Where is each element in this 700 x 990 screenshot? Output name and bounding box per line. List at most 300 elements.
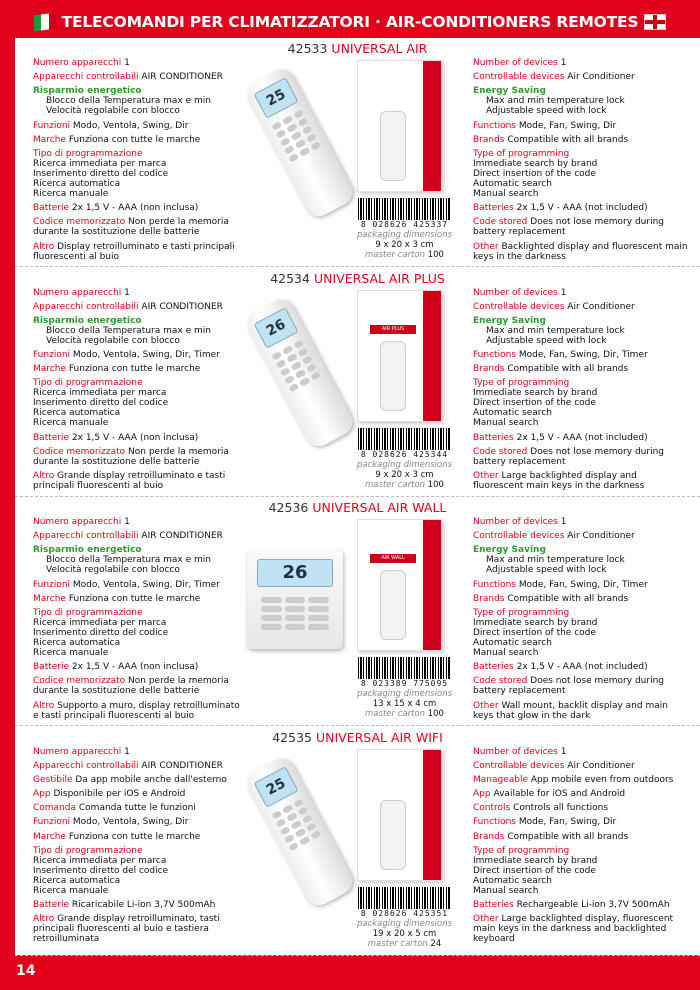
spec-label: Comanda [33,803,77,814]
spec-subline: Ricerca manuale [33,885,109,896]
spec-item [473,662,688,672]
barcode-number: 8 028626 425351 [360,908,449,918]
barcode [358,887,451,909]
spec-value: Does not lose memory during battery replacement [473,217,664,238]
spec-item [473,545,688,575]
product-box-image [357,60,442,192]
spec-value: Display retroilluminato e tasti principali fluorescenti al buio [33,241,235,262]
spec-subline: Ricerca immediata per marca [33,388,167,399]
spec-label: Functions [473,120,516,131]
master-carton-label: master carton [365,479,426,490]
spec-label: Marche [33,364,66,375]
spec-item [33,517,248,527]
spec-item [473,517,688,527]
barcode-number: 8 028626 425337 [360,220,449,229]
spec-subline: Immediate search by brand [473,617,598,628]
spec-subline: Inserimento diretto del codice [33,627,169,638]
spec-item [33,217,248,237]
spec-label: Apparecchi controllabili [33,301,139,312]
master-carton [352,250,457,260]
spec-item [33,86,248,116]
spec-item [473,832,688,842]
product-section [15,727,700,956]
spec-value: 1 [124,58,130,68]
spec-item [473,747,688,757]
product-code: 42533 [287,41,328,56]
spec-label: Brands [473,364,505,375]
spec-value: Does not lose memory during battery replacement [473,446,664,467]
spec-item [473,364,688,374]
spec-item [33,149,248,199]
spec-value: 2x 1,5 V - AAA (not included) [516,432,648,443]
product-image [235,60,350,230]
spec-label: Code stored [473,676,528,687]
spec-subline: Ricerca automatica [33,408,121,419]
packaging-label: packaging dimensions [356,918,453,929]
product-section [15,497,700,726]
spec-subline: Ricerca manuale [33,188,109,199]
spec-label: Functions [473,579,516,590]
spec-item [473,817,688,827]
spec-subline: Adjustable speed with lock [486,335,607,346]
spec-item [473,701,688,721]
spec-item [33,350,248,360]
spec-item [473,846,688,896]
spec-value: Non perde la memoria durante la sostituzione delle batterie [33,217,229,238]
spec-item [473,580,688,590]
spec-item [33,662,248,672]
spec-value: 2x 1,5 V - AAA (not included) [516,203,648,214]
page-title: TELECOMANDI PER CLIMATIZZATORI · AIR-CONDITIONERS REMOTES [61,13,639,31]
spec-item [473,900,688,910]
spec-subline: Inserimento diretto del codice [33,168,169,179]
spec-label: Altro [33,471,55,481]
master-carton [352,709,457,719]
page-number: 14 [16,963,36,979]
spec-value: Grande display retroilluminato, tasti principali fluorescenti al buio e tastiera retroilluminata [33,914,220,945]
spec-item [33,471,248,491]
spec-label: Tipo di programmazione [33,378,143,389]
spec-item [473,775,688,785]
spec-item [473,242,688,262]
product-title [15,41,700,56]
spec-subline: Automatic search [473,408,552,419]
spec-value: Funziona con tutte le marche [68,593,201,604]
spec-value: 2x 1,5 V - AAA (not included) [516,662,648,673]
spec-value: AIR CONDITIONER [141,301,223,312]
remote-buttons [271,339,321,392]
spec-value: AIR CONDITIONER [141,72,223,83]
product-name: UNIVERSAL AIR [331,41,428,56]
spec-value: Mode, Fan, Swing, Dir, Timer [518,350,648,361]
spec-label: Apparecchi controllabili [33,531,139,542]
spec-label: Gestibile [33,774,73,785]
spec-subline: Automatic search [473,178,552,189]
spec-item [33,789,248,799]
spec-label: Batterie [33,662,70,673]
spec-item [473,594,688,604]
spec-label: Code stored [473,217,528,228]
spec-item [473,531,688,541]
spec-item [33,747,248,757]
spec-item [33,302,248,312]
spec-label: Batterie [33,203,70,214]
spec-label: Type of programming [473,845,570,856]
packaging-dimensions: 9 x 20 x 3 cm [375,469,434,480]
spec-subline: Adjustable speed with lock [486,106,607,117]
spec-label: Batteries [473,662,514,673]
spec-label: Marche [33,831,66,842]
spec-value: Air Conditioner [567,760,635,771]
spec-label: Controllable devices [473,72,565,83]
spec-subline: Direct insertion of the code [473,627,596,638]
spec-subline: Blocco della Temperatura max e min [46,96,211,107]
spec-value: Does not lose memory during battery replacement [473,676,664,697]
spec-value: Compatible with all brands [507,831,629,842]
remote-image [243,65,358,221]
spec-value: Large backlighted display, fluorescent main keys in the darkness and backlighted keyboard [473,914,674,945]
spec-item [33,135,248,145]
box-band [423,750,441,880]
spec-item [33,316,248,346]
spec-value: Disponibile per iOS e Android [53,789,186,800]
master-carton-value: 24 [430,938,442,949]
master-carton [352,480,457,490]
spec-label: Batteries [473,900,514,910]
spec-subline: Velocità regolabile con blocco [46,335,180,346]
spec-item [473,135,688,145]
spec-label: Risparmio energetico [33,315,142,326]
spec-item [33,433,248,443]
spec-label: Funzioni [33,350,71,361]
spec-value: 2x 1,5 V - AAA (non inclusa) [71,662,199,673]
spec-subline: Manual search [473,418,539,429]
packaging-label: packaging dimensions [356,689,453,699]
spec-item [473,302,688,312]
product-name: UNIVERSAL AIR WIFI [315,729,443,745]
spec-value: Mode, Fan, Swing, Dir, Timer [518,579,648,590]
spec-value: 1 [124,287,130,298]
product-box-image [357,749,442,881]
spec-item [473,433,688,443]
spec-item [473,608,688,658]
spec-label: Codice memorizzato [33,217,126,228]
spec-item [473,217,688,237]
product-code: 42535 [272,729,312,745]
spec-label: Brands [473,831,505,842]
box-remote [380,111,406,181]
italian-specs [33,288,248,496]
spec-item [33,288,248,298]
spec-value: 2x 1,5 V - AAA (non inclusa) [71,432,199,443]
product-title [15,730,700,745]
product-code: 42536 [268,500,309,515]
spec-item [473,789,688,799]
spec-subline: Velocità regolabile con blocco [46,106,180,117]
spec-label: Batteries [473,203,514,214]
product-image [235,290,350,460]
spec-item [33,447,248,467]
barcode-number: 8 023389 775095 [360,679,449,688]
spec-subline: Adjustable speed with lock [486,565,607,576]
spec-item [473,761,688,771]
spec-subline: Automatic search [473,875,552,886]
box-remote [380,570,406,640]
box-remote [380,341,406,411]
spec-value: Compatible with all brands [507,593,629,604]
spec-label: Code stored [473,446,528,457]
packaging-dimensions: 13 x 15 x 4 cm [372,699,437,709]
packaging-label: packaging dimensions [356,459,453,470]
spec-subline: Max and min temperature lock [486,325,625,336]
spec-value: Modo, Ventola, Swing, Dir, Timer [72,350,220,361]
page-header [0,0,700,38]
spec-label: Numero apparecchi [33,58,122,68]
spec-item [473,803,688,813]
spec-value: Compatible with all brands [507,364,629,375]
remote-buttons [271,798,321,851]
spec-label: Controllable devices [473,301,565,312]
spec-label: Funzioni [33,579,71,590]
spec-value: Large backlighted display and fluorescent main keys in the darkness [473,471,645,491]
spec-label: Apparecchi controllabili [33,760,139,771]
master-carton-value: 100 [427,709,444,719]
spec-value: AIR CONDITIONER [141,531,223,542]
spec-label: Controllable devices [473,531,565,542]
spec-value: Rechargeable Li-ion 3,7V 500mAh [516,900,670,910]
spec-item [33,761,248,771]
spec-label: Number of devices [473,287,558,298]
spec-subline: Ricerca automatica [33,637,121,648]
master-carton-label: master carton [365,709,426,719]
box-band [423,291,441,421]
spec-value: Da app mobile anche dall'esterno [75,774,227,785]
product-name: UNIVERSAL AIR WALL [312,500,447,515]
spec-value: 1 [560,58,567,68]
spec-label: Funzioni [33,817,71,828]
spec-item [33,378,248,428]
barcode-number: 8 028626 425344 [360,449,449,459]
spec-value: App mobile even from outdoors [530,774,674,785]
box-tag: AIR PLUS [370,325,416,334]
spec-label: Number of devices [473,746,558,757]
spec-subline: Direct insertion of the code [473,168,596,179]
spec-value: Ricaricabile Li-ion 3,7V 500mAh [71,900,216,910]
spec-label: Energy Saving [473,86,546,97]
spec-label: Altro [33,241,55,252]
product-section [15,38,700,267]
box-band [423,61,441,191]
spec-label: Controllable devices [473,760,565,771]
spec-subline: Max and min temperature lock [486,96,625,107]
spec-subline: Immediate search by brand [473,855,598,866]
spec-label: Numero apparecchi [33,517,122,527]
spec-subline: Direct insertion of the code [473,865,596,876]
wall-remote-image [247,549,343,649]
product-image [235,519,350,689]
spec-label: Type of programming [473,148,570,159]
spec-value: Wall mount, backlit display and main keys that glow in the dark [473,700,668,721]
spec-item [473,378,688,428]
spec-label: Other [473,914,499,925]
spec-value: Modo, Ventola, Swing, Dir, Timer [72,579,220,590]
spec-value: Air Conditioner [567,301,635,312]
remote-display: 26 [254,307,299,349]
spec-item [473,350,688,360]
spec-item [33,242,248,262]
spec-value: Air Conditioner [567,531,635,542]
packaging-info [352,887,457,949]
spec-item [473,121,688,131]
spec-value: 1 [560,517,567,527]
spec-item [33,900,248,910]
product-section [15,268,700,497]
spec-label: Risparmio energetico [33,545,142,556]
spec-item [33,364,248,374]
english-specs [473,517,688,725]
spec-value: 1 [124,517,130,527]
remote-image [243,754,358,910]
spec-subline: Blocco della Temperatura max e min [46,555,211,566]
spec-label: Tipo di programmazione [33,845,143,856]
spec-label: Brands [473,134,505,145]
spec-label: Numero apparecchi [33,287,122,298]
english-specs [473,58,688,266]
spec-label: Altro [33,700,55,711]
spec-label: Batterie [33,432,70,443]
spec-value: Non perde la memoria durante la sostituzione delle batterie [33,676,229,697]
spec-value: 2x 1,5 V - AAA (non inclusa) [71,203,199,214]
spec-value: Funziona con tutte le marche [68,831,201,842]
spec-label: Apparecchi controllabili [33,72,139,83]
remote-display: 25 [254,77,299,119]
packaging-dimensions: 19 x 20 x 5 cm [372,928,437,939]
spec-value: Mode, Fan, Swing, Dir [518,817,617,828]
spec-item [33,580,248,590]
spec-value: Comanda tutte le funzioni [78,803,196,814]
english-specs [473,747,688,949]
master-carton-value: 100 [427,250,444,260]
spec-label: Other [473,700,499,711]
spec-subline: Velocità regolabile con blocco [46,565,180,576]
remote-image [243,295,358,451]
spec-item [473,72,688,82]
spec-item [473,203,688,213]
spec-value: Modo, Ventola, Swing, Dir [72,120,189,131]
product-box-image [357,519,442,651]
remote-buttons [271,109,321,162]
spec-item [473,58,688,68]
remote-display: 26 [257,559,333,587]
master-carton-label: master carton [365,250,426,260]
spec-item [33,914,248,944]
spec-label: Numero apparecchi [33,746,122,757]
spec-value: Supporto a muro, display retroilluminato e tasti principali fluorescenti al buio [33,700,240,721]
spec-value: Controls all functions [513,803,609,814]
page-footer [0,955,700,990]
product-title [15,500,700,515]
spec-label: Energy Saving [473,545,546,556]
spec-item [33,832,248,842]
spec-item [33,72,248,82]
spec-label: Altro [33,914,55,925]
spec-subline: Immediate search by brand [473,158,598,169]
packaging-dimensions: 9 x 20 x 3 cm [375,240,434,250]
spec-subline: Manual search [473,188,539,199]
spec-subline: Max and min temperature lock [486,555,625,566]
spec-item [33,775,248,785]
spec-label: Other [473,241,499,252]
spec-label: Functions [473,350,516,361]
barcode [358,198,451,220]
spec-subline: Immediate search by brand [473,388,598,399]
spec-label: Type of programming [473,607,570,618]
spec-label: Marche [33,593,66,604]
packaging-info [352,198,457,260]
spec-item [473,471,688,491]
spec-item [33,545,248,575]
spec-value: 1 [124,746,130,757]
spec-item [473,288,688,298]
spec-item [33,817,248,827]
master-carton-label: master carton [367,938,428,949]
spec-subline: Ricerca manuale [33,647,109,658]
product-name: UNIVERSAL AIR PLUS [313,270,445,286]
box-tag: AIR WALL [370,554,416,563]
remote-buttons [261,597,329,630]
spec-subline: Inserimento diretto del codice [33,865,169,876]
spec-value: Non perde la memoria durante la sostituzione delle batterie [33,446,229,467]
spec-value: Compatible with all brands [507,134,629,145]
spec-label: Batterie [33,900,70,910]
italian-specs [33,747,248,949]
spec-subline: Ricerca immediata per marca [33,855,167,866]
spec-item [33,121,248,131]
spec-value: 1 [560,287,567,298]
spec-item [473,914,688,944]
spec-label: Risparmio energetico [33,86,142,97]
product-code: 42534 [270,270,310,286]
italian-specs [33,517,248,725]
spec-label: Manageable [473,774,529,785]
spec-subline: Inserimento diretto del codice [33,398,169,409]
spec-label: Type of programming [473,378,570,389]
spec-subline: Ricerca immediata per marca [33,617,167,628]
spec-subline: Direct insertion of the code [473,398,596,409]
spec-label: Codice memorizzato [33,446,126,457]
spec-item [33,58,248,68]
master-carton-value: 100 [427,479,444,490]
italian-specs [33,58,248,266]
spec-value: AIR CONDITIONER [141,760,223,771]
spec-item [33,676,248,696]
spec-label: Batteries [473,432,514,443]
spec-label: App [33,789,51,800]
spec-item [473,149,688,199]
spec-label: Tipo di programmazione [33,148,143,159]
uk-flag-icon [644,14,666,30]
product-box-image [357,290,442,422]
spec-item [33,803,248,813]
spec-item [33,846,248,896]
barcode [358,428,451,450]
spec-value: Available for iOS and Android [493,789,626,800]
spec-label: Controls [473,803,511,814]
spec-subline: Ricerca immediata per marca [33,158,167,169]
spec-subline: Automatic search [473,637,552,648]
spec-item [33,701,248,721]
spec-value: Modo, Ventola, Swing, Dir [72,817,189,828]
